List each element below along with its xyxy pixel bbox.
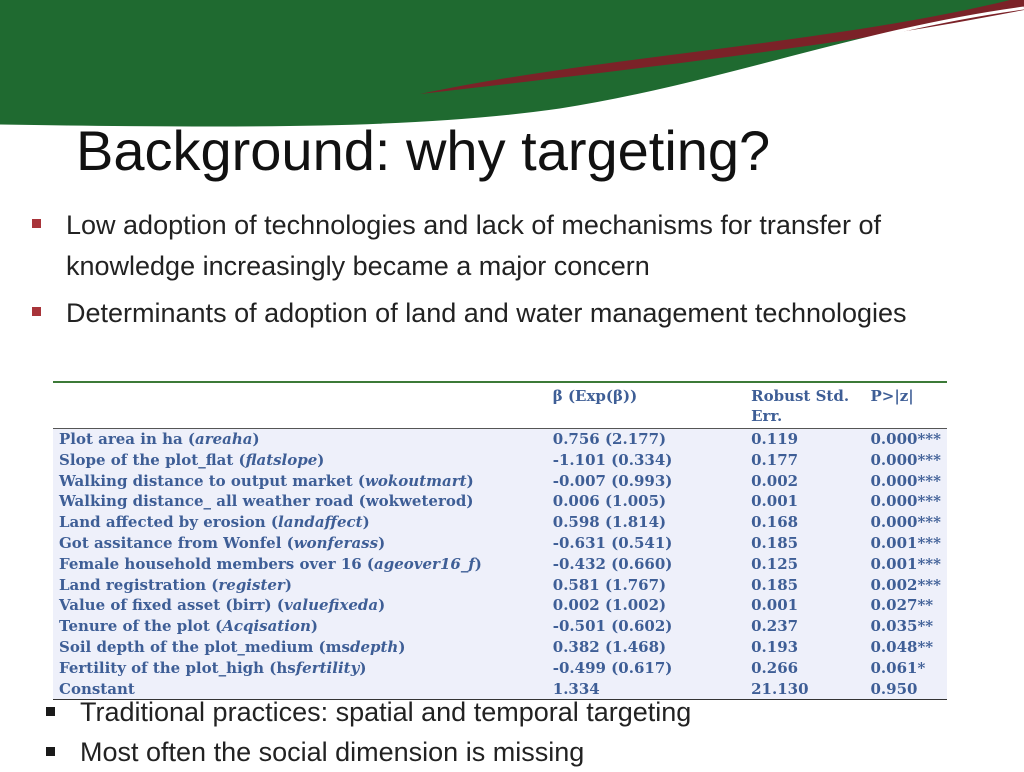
variable-tail: ) [359,658,367,677]
header-std-err: Robust Std. Err. [751,387,850,425]
variable-label: Female household members over 16 ( [59,554,375,573]
cell-std-err: 0.185 [751,533,799,552]
variable-label: Walking distance_ all weather road (wokweterod) [59,492,474,511]
variable-tail: ) [398,637,406,656]
bullet-square-icon [32,219,41,228]
bullet-square-icon [46,747,55,756]
variable-label: Tenure of the plot ( [59,617,223,636]
cell-variable [53,575,547,596]
cell-std-err: 0.001 [751,492,799,511]
variable-code: valuefixeda [283,596,379,615]
table-row [53,429,947,450]
table-row [53,616,947,637]
cell-beta: 0.002 (1.002) [552,596,667,615]
bullet-item [28,205,998,287]
variable-label: Land registration ( [59,575,219,594]
bullet-square-icon [32,307,41,316]
cell-p-value: 0.001*** [870,554,941,573]
cell-p-value: 0.061* [870,658,926,677]
variable-tail: ) [362,513,370,532]
bullet-square-icon [46,707,55,716]
cell-beta: 0.581 (1.767) [552,575,667,594]
table-header-row [53,382,947,429]
variable-label: Fertility of the plot_high (hs [59,658,296,677]
cell-variable [53,429,547,450]
header-beta: β (Exp(β)) [552,387,638,405]
variable-label: Slope of the plot_flat ( [59,450,246,469]
cell-std-err: 0.002 [751,471,799,490]
bullet-item [28,293,998,334]
cell-beta: -0.631 (0.541) [552,533,673,552]
cell-variable [53,450,547,471]
cell-p-value: 0.950 [870,679,918,698]
cell-beta: -0.432 (0.660) [552,554,673,573]
header-p-value: P>|z| [870,387,914,405]
table-row [53,554,947,575]
variable-code: wokoutmart [364,471,467,490]
cell-std-err: 0.237 [751,617,799,636]
variable-tail: ) [252,430,260,448]
cell-std-err: 0.001 [751,596,799,615]
table-row [53,450,947,471]
cell-std-err: 21.130 [751,679,809,698]
cell-variable [53,471,547,492]
variable-code: wonferass [293,533,379,552]
cell-p-value: 0.000*** [870,471,941,490]
cell-beta: -1.101 (0.334) [552,450,673,469]
bottom-bullet-list [40,692,1000,772]
variable-code: ageover16_f [374,554,475,573]
cell-variable [53,595,547,616]
variable-label: Walking distance to output market ( [59,471,365,490]
cell-std-err: 0.193 [751,637,799,656]
table-row [53,658,947,679]
cell-variable [53,533,547,554]
variable-code: flatslope [245,450,318,469]
cell-variable [53,554,547,575]
cell-p-value: 0.000*** [870,450,941,469]
header-variable [53,382,547,429]
cell-variable [53,491,547,512]
table-row [53,533,947,554]
cell-std-err: 0.168 [751,513,799,532]
cell-beta: 1.334 [552,679,600,698]
top-bullet-list [28,205,998,340]
cell-beta: 0.756 (2.177) [552,430,667,448]
slide-title: Background: why targeting? [76,119,771,182]
variable-label: Soil depth of the plot_medium (ms [59,637,350,656]
cell-p-value: 0.048** [870,637,934,656]
cell-p-value: 0.001*** [870,533,941,552]
cell-variable [53,512,547,533]
cell-std-err: 0.177 [751,450,799,469]
cell-std-err: 0.185 [751,575,799,594]
cell-p-value: 0.000*** [870,430,941,448]
bullet-item [40,692,1000,732]
table-row [53,471,947,492]
variable-tail: ) [317,450,325,469]
cell-variable [53,658,547,679]
variable-tail: ) [466,471,474,490]
variable-label: Constant [59,679,135,698]
variable-tail: ) [310,617,318,636]
cell-std-err: 0.266 [751,658,799,677]
table-row [53,575,947,596]
cell-p-value: 0.000*** [870,492,941,511]
cell-p-value: 0.035** [870,617,934,636]
variable-code: register [218,575,285,594]
variable-tail: ) [474,554,482,573]
table-row [53,512,947,533]
variable-code: Acqisation [222,617,311,636]
cell-p-value: 0.002*** [870,575,941,594]
variable-code: fertility [295,658,360,677]
cell-beta: -0.501 (0.602) [552,617,673,636]
cell-beta: 0.382 (1.468) [552,637,667,656]
variable-label: Value of fixed asset (birr) ( [59,596,284,615]
bullet-text: Low adoption of technologies and lack of mechanisms for transfer of knowledge increasingly became a major concern [66,210,881,281]
cell-p-value: 0.000*** [870,513,941,532]
variable-tail: ) [378,596,386,615]
bullet-text: Determinants of adoption of land and water management technologies [66,298,907,328]
cell-beta: -0.007 (0.993) [552,471,673,490]
cell-beta: -0.499 (0.617) [552,658,673,677]
cell-std-err: 0.119 [751,430,799,448]
variable-tail: ) [378,533,386,552]
cell-beta: 0.006 (1.005) [552,492,667,511]
variable-tail: ) [284,575,292,594]
bullet-text: Most often the social dimension is missing [80,737,585,767]
variable-label: Plot area in ha ( [59,430,196,448]
table-row [53,491,947,512]
variable-code: landaffect [278,513,363,532]
variable-code: areaha [195,430,253,448]
variable-label: Land affected by erosion ( [59,513,279,532]
regression-table [53,381,947,700]
table-row [53,595,947,616]
cell-beta: 0.598 (1.814) [552,513,667,532]
variable-label: Got assitance from Wonfel ( [59,533,294,552]
bullet-text: Traditional practices: spatial and temporal targeting [80,697,692,727]
cell-variable [53,616,547,637]
bullet-item [40,732,1000,772]
cell-std-err: 0.125 [751,554,799,573]
variable-code: depth [349,637,399,656]
cell-variable [53,637,547,658]
table-body [53,429,947,700]
cell-p-value: 0.027** [870,596,934,615]
table-row [53,637,947,658]
